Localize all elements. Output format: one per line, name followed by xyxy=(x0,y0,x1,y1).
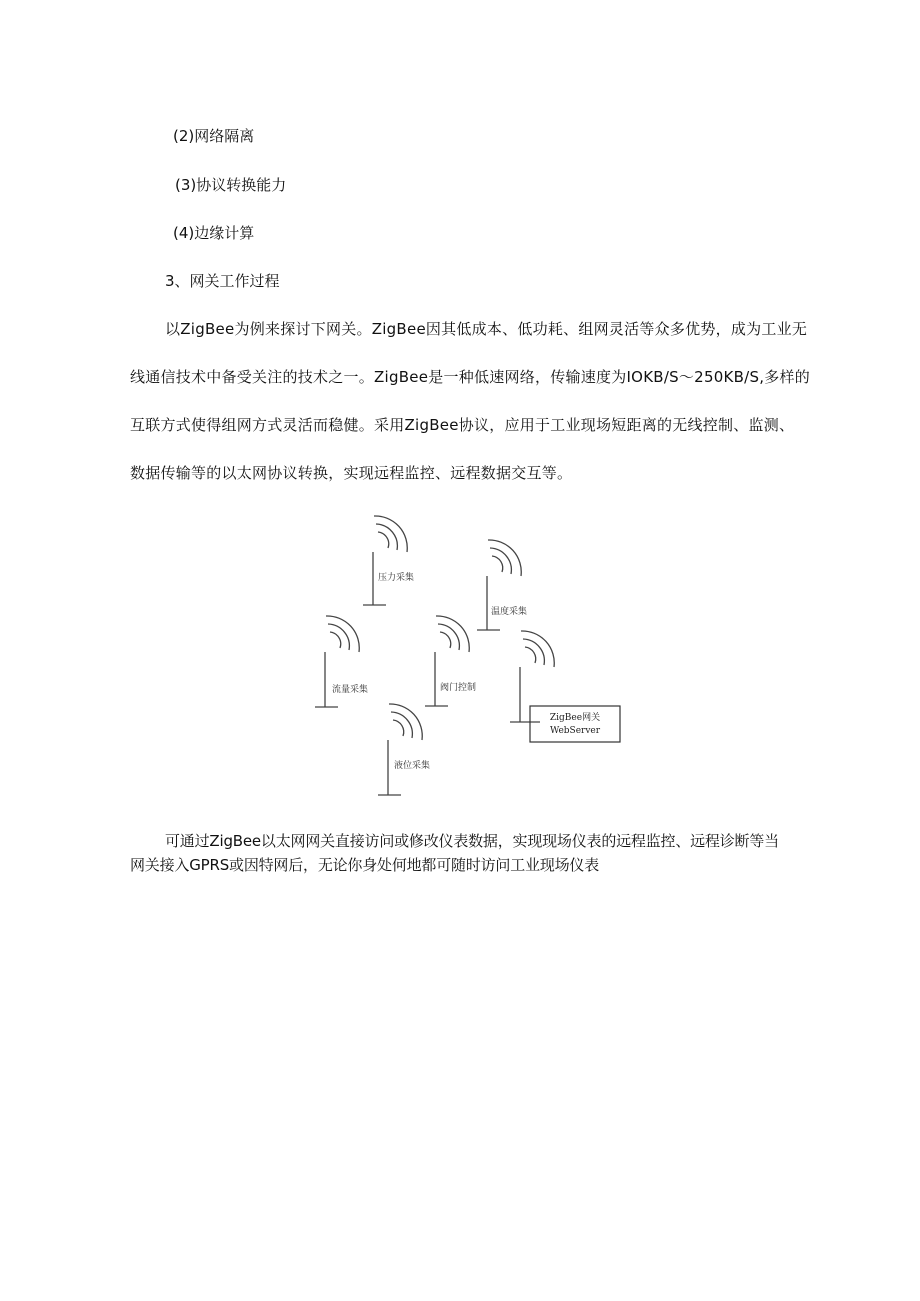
paragraph-line: 网关接入GPRS或因特网后，无论你身处何地都可随时访问工业现场仪表 xyxy=(130,856,600,874)
node-label-temperature: 温度采集 xyxy=(491,607,528,617)
paragraph-line: 以ZigBee为例来探讨下网关。ZigBee因其低成本、低功耗、组网灵活等众多优势，成为工业无 xyxy=(165,320,808,338)
antenna-icon xyxy=(378,704,422,795)
paragraph-line: 线通信技术中备受关注的技术之一。ZigBee是一种低速网络，传输速度为IOKB/S～250KB/S,多样的 xyxy=(130,368,810,386)
node-label-flow: 流量采集 xyxy=(332,685,369,695)
antenna-icon xyxy=(363,516,407,605)
section-heading: 3、网关工作过程 xyxy=(165,272,280,290)
gateway-server-label: WebServer xyxy=(549,726,601,736)
list-item-edge-computing: (4)边缘计算 xyxy=(173,224,255,242)
paragraph-line: 可通过ZigBee以太网网关直接访问或修改仪表数据，实现现场仪表的远程监控、远程诊断等当 xyxy=(165,832,779,850)
node-label-level: 液位采集 xyxy=(394,761,431,771)
gateway-box xyxy=(530,706,620,742)
list-item-protocol-conversion: (3)协议转换能力 xyxy=(175,176,287,194)
node-label-pressure: 压力采集 xyxy=(378,573,415,583)
antenna-icon xyxy=(510,631,554,722)
list-item-network-isolation: (2)网络隔离 xyxy=(173,127,255,145)
paragraph-line: 互联方式使得组网方式灵活而稳健。采用ZigBee协议，应用于工业现场短距离的无线控制、监测、 xyxy=(130,416,795,434)
zigbee-network-diagram xyxy=(300,512,640,812)
gateway-label: ZigBee网关 xyxy=(549,713,601,723)
node-label-valve: 阀门控制 xyxy=(440,683,477,693)
paragraph-line: 数据传输等的以太网协议转换，实现远程监控、远程数据交互等。 xyxy=(130,464,573,482)
